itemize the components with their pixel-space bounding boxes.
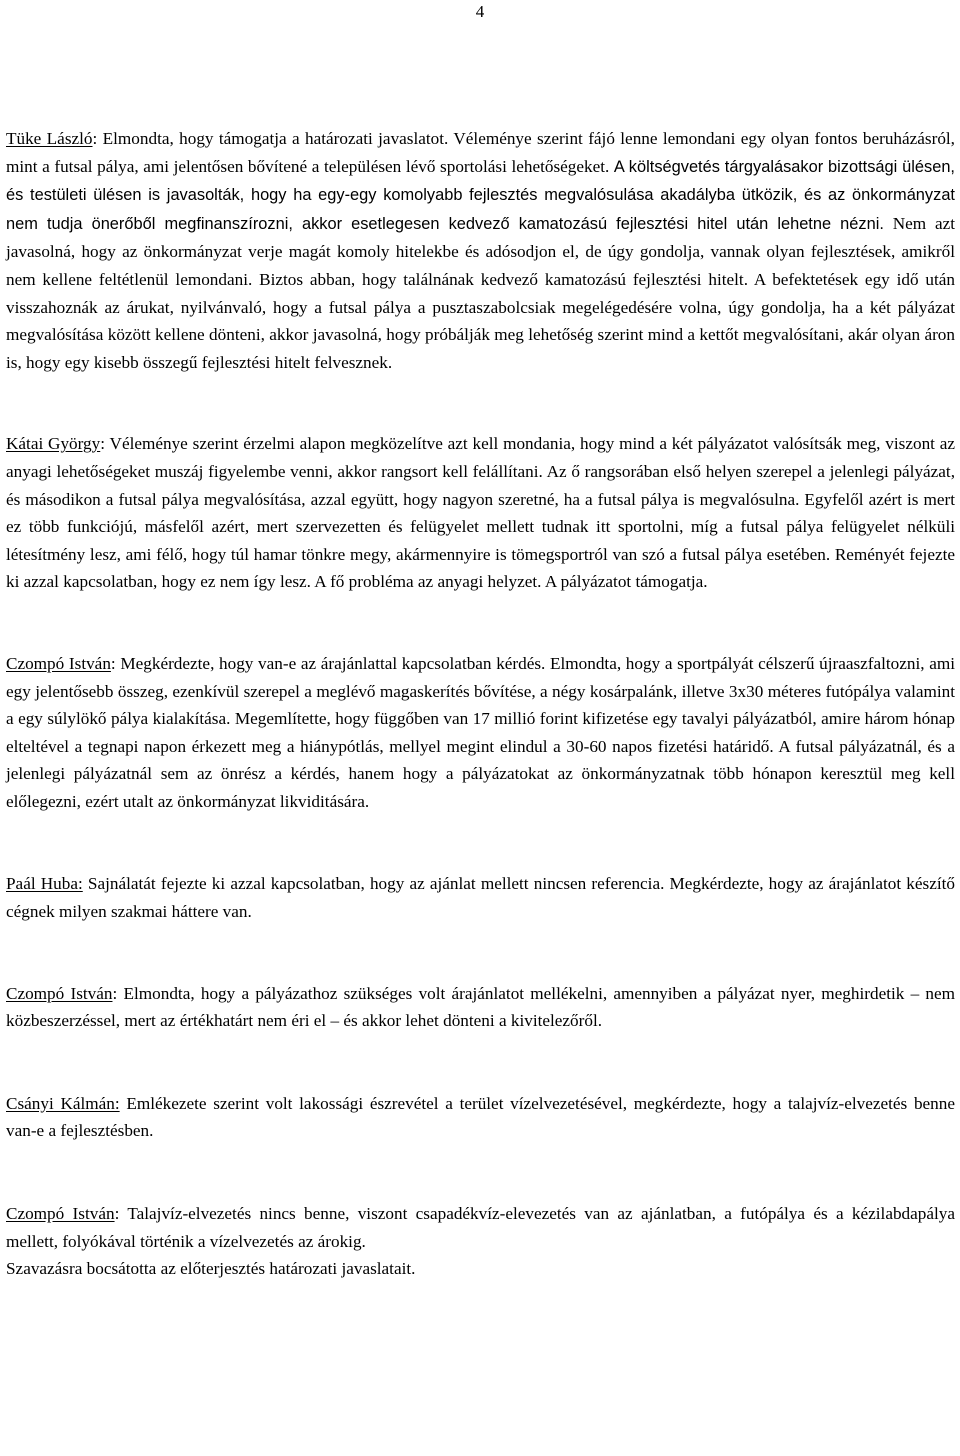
paragraph-text: Véleménye szerint érzelmi alapon megközelítve azt kell mondania, hogy mind a két pályázatot valósítsák meg, viszont az anyagi lehetőségeket muszáj figyelembe venni, akkor rangsort kell felállítani. Az ő rangsorában első helyen szerepel a jelenlegi pályázat, és másodikon a futsal pálya megvalósítása, azzal együtt, hogy nagyon szeretné, ha a futsal pálya is megvalósulna. Egyfelől azért is mert ez több funkciójú, másfelől azért, mert szervezetten és felügyelet mellett tudnak itt sportolni, míg a futsal pálya felügyelet nélküli létesítmény lesz, ami félő, hogy túl hamar tönkre megy, akármennyire is tömegsportról van szó a futsal pálya esetében. Reményét fejezte ki azzal kapcsolatban, hogy ez nem így lesz. A fő probléma az anyagi helyzet. A pályázatot támogatja. (6, 434, 956, 592)
paragraph-vote-line (6, 1255, 955, 1283)
speaker-name: Czompó István (6, 653, 111, 673)
paragraph-gap (6, 1145, 955, 1200)
paragraph-text: Megkérdezte, hogy van-e az árajánlattal kapcsolatban kérdés. Elmondta, hogy a sportpályát célszerű újraaszfaltozni, ami egy jelentősebb összeg, ezenkívül szerepel a meglévő magaskerítés bővítése, a négy kosárpalánk, illetve 3x30 méteres futópálya valamint a egy súlylökő pálya kialakítása. Megemlítette, hogy függőben van 17 millió forint kifizetése egy tavalyi pályázatból, amire három hónap elteltével a tegnapi napon érkezett meg a hiánypótlás, mellyel megint elindul a 30-60 napos fizetési határidő. A futsal pályázatnál, és a jelenlegi pályázatnál sem az önrész a kérdés, hanem hogy a pályázatokat az önkormányzatnak több hónapon keresztül meg kell előlegezni, ezért utalt az önkormányzat likviditására. (6, 653, 956, 811)
paragraph-katai-gyorgy (6, 430, 955, 596)
paragraph-gap (6, 926, 955, 980)
paragraph-csanyi-kalman (6, 1090, 955, 1145)
speaker-name: Tüke László (6, 129, 93, 148)
paragraph-text: Nem azt javasolná, hogy az önkormányzat verje magát komoly hitelekbe és adósodjon el, de úgy gondolja, vannak olyan fejlesztések, amikről nem kellene feltétlenül lemondani. Biztos abban, hogy találnának kedvező kamatozású fejlesztési hitelt. A befektetések egy idő után visszahoznák az árukat, nyilvánvaló, hogy a futsal pálya a pusztaszabolcsiak megelégedésére volna, úgy gondolja, ha a két pályázat megvalósítása között kellene dönteni, akkor javasolná, hogy próbálják meg lehetőség szerint mind a kettőt megvalósítani, akár olyan áron is, hogy egy kisebb összegű fejlesztési hitelt felvesznek. (6, 213, 955, 372)
paragraph-text: Elmondta, hogy a pályázathoz szükséges volt árajánlatot mellékelni, amennyiben a pályázat nyer, meghirdetik – nem közbeszerzéssel, mert az értékhatárt nem éri el – és akkor lehet dönteni a kivitelezőről. (6, 983, 955, 1031)
speaker-name: Czompó István (6, 983, 113, 1003)
paragraph-text: Talajvíz-elvezetés nincs benne, viszont csapadékvíz-elevezetés van az ajánlatban, a futópálya és a kézilabdapálya mellett, folyókával történik a vízelvezetés az árokig. (6, 1204, 955, 1251)
speaker-separator: : (114, 1204, 128, 1224)
paragraph-text: Elmondta, hogy támogatja a határozati javaslatot. Véleménye szerint fájó lenne lemondani egy olyan fontos beruházásról, mint a futsal pálya, ami jelentősen bővítené a településen lévő sportolási lehetőségeket. (6, 129, 955, 176)
paragraph-tuke-laszlo (6, 125, 955, 376)
paragraph-gap (6, 815, 955, 870)
paragraph-gap (6, 1035, 955, 1090)
paragraph-text: Sajnálatát fejezte ki azzal kapcsolatban, hogy az ajánlat mellett nincsen referencia. Megkérdezte, hogy az árajánlatot készítő cégnek milyen szakmai háttere van. (6, 874, 955, 922)
page-number: 4 (475, 2, 485, 21)
paragraph-czompo-istvan-1 (6, 650, 955, 816)
paragraph-text: Szavazásra bocsátotta az előterjesztés határozati javaslatait. (6, 1259, 416, 1279)
speaker-name: Csányi Kálmán: (6, 1093, 120, 1113)
paragraph-paal-huba (6, 870, 955, 925)
speaker-separator: : (100, 434, 110, 454)
paragraph-gap (6, 376, 955, 430)
paragraph-text: Emlékezete szerint volt lakossági észrevétel a terület vízelvezetésével, megkérdezte, hogy a talajvíz-elvezetés benne van-e a fejlesztésben. (6, 1093, 955, 1141)
speaker-separator: : (92, 129, 103, 148)
paragraph-gap (6, 596, 955, 650)
speaker-name: Kátai György (6, 434, 101, 454)
speaker-name: Czompó István (6, 1204, 115, 1224)
paragraph-text-sans: A költségvetés tárgyalásakor bizottsági ülésen, és testületi ülésen is javasolták, hogy ha egy-egy komolyabb fejlesztés megvalósulása akadályba ütközik, és az önkormányzat nem tudja önerőből megfinanszírozni, akkor esetlegesen kedvező kamatozású fejlesztési hitel után lehetne nézni. (6, 157, 955, 233)
speaker-separator: : (112, 983, 124, 1003)
speaker-separator: : (110, 653, 121, 673)
paragraph-czompo-istvan-3 (6, 1200, 955, 1255)
paragraph-czompo-istvan-2 (6, 980, 955, 1035)
document-body (6, 125, 955, 1283)
speaker-name: Paál Huba: (6, 874, 83, 894)
